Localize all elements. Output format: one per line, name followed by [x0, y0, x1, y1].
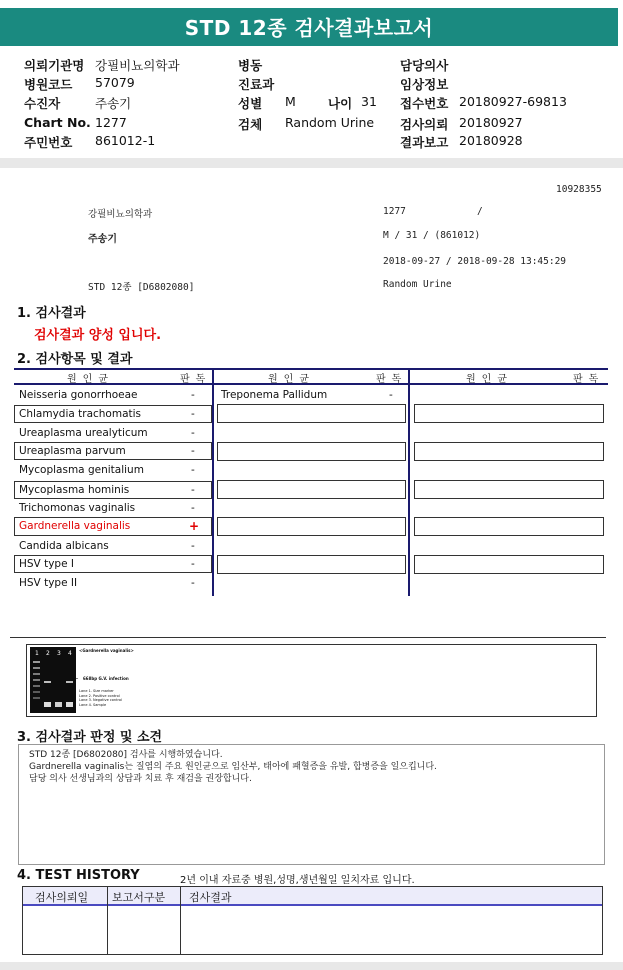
request-label: 검사의뢰	[400, 117, 449, 132]
gel-lane-label: 1	[35, 650, 39, 657]
pathogen-name: Trichomonas vaginalis	[19, 502, 136, 514]
code-label: 병원코드	[24, 77, 73, 92]
history-header-request-date: 검사의뢰일	[35, 891, 89, 904]
info-test: STD 12종 [D6802080]	[88, 282, 195, 293]
gel-panel	[26, 644, 597, 717]
pathogen-name: Ureaplasma urealyticum	[19, 427, 148, 439]
history-col-divider	[107, 887, 108, 954]
opinion-line: STD 12종 [D6802080] 검사를 시행하였습니다.	[29, 750, 223, 760]
doc-number: 10928355	[556, 184, 602, 195]
pathogen-result: -	[191, 540, 195, 552]
pathogen-result: -	[191, 558, 195, 570]
section2-title: 2. 검사항목 및 결과	[17, 352, 133, 367]
col3-pathogen-header: 원인균	[466, 374, 513, 385]
header-separator	[0, 158, 623, 168]
info-specimen: Random Urine	[383, 279, 452, 290]
info-hospital: 강필비뇨의학과	[88, 209, 153, 220]
pathogen-result: -	[191, 464, 195, 476]
pathogen-name: Treponema Pallidum	[221, 389, 328, 401]
gel-band-arrow: ←	[75, 676, 79, 681]
gel-band-label: 668bp G.V. infection	[83, 676, 129, 681]
empty-result-box	[217, 517, 406, 536]
pathogen-result: -	[389, 389, 393, 401]
idno-value: 861012-1	[95, 133, 156, 148]
opinion-line: Gardnerella vaginalis는 질염의 주요 원인균으로 임산부, 태아에 패혈증을 유발, 합병증을 일으킵니다.	[29, 762, 437, 772]
pathogen-name: Candida albicans	[19, 540, 109, 552]
pathogen-result: -	[191, 408, 195, 420]
patient-label: 수진자	[24, 96, 61, 111]
pathogen-name-positive: Gardnerella vaginalis	[19, 520, 131, 532]
chart-label: Chart No.	[24, 115, 91, 130]
dept-label: 진료과	[238, 77, 275, 92]
empty-result-box	[217, 442, 406, 461]
hospital-label: 의뢰기관명	[24, 58, 85, 73]
gel-lane-label: 2	[46, 650, 50, 657]
footer-band	[0, 962, 623, 970]
report-title: STD 12종 검사결과보고서	[0, 8, 618, 46]
pathogen-name: Chlamydia trachomatis	[19, 408, 142, 420]
empty-result-box	[414, 404, 604, 423]
gel-legend-item: Lane 4. Sample	[79, 702, 107, 707]
specimen-value: Random Urine	[285, 115, 375, 130]
empty-result-box	[414, 555, 604, 574]
section3-title: 3. 검사결과 판정 및 소견	[17, 730, 163, 745]
patient-value: 주송기	[95, 96, 132, 111]
empty-result-box	[217, 480, 406, 499]
pathogen-name: HSV type II	[19, 577, 78, 589]
col1-judge-header: 판독	[180, 374, 212, 385]
gel-lane-label: 3	[57, 650, 61, 657]
opinion-textarea	[18, 744, 605, 865]
history-header-report-type: 보고서구분	[112, 891, 166, 904]
gel-legend-item: Lane 1. Size marker	[79, 689, 114, 693]
receipt-label: 접수번호	[400, 96, 449, 111]
empty-result-box	[217, 404, 406, 423]
info-dates: 2018-09-27 / 2018-09-28 13:45:29	[383, 256, 567, 267]
sex-value: M	[285, 94, 296, 109]
pathogen-result: -	[191, 502, 195, 514]
gel-electrophoresis-image	[30, 647, 79, 713]
pathogen-name: Mycoplasma hominis	[19, 484, 130, 496]
code-value: 57079	[95, 75, 135, 90]
history-header-result: 검사결과	[189, 891, 232, 904]
empty-result-box	[217, 555, 406, 574]
column-divider-2	[408, 368, 410, 596]
clinical-label: 임상정보	[400, 77, 449, 92]
hospital-value: 강필비뇨의학과	[95, 58, 180, 73]
history-table	[22, 886, 603, 955]
gel-legend-item: Lane 2. Positive control	[79, 693, 120, 698]
gel-lane-label: 4	[68, 650, 72, 657]
col2-pathogen-header: 원인균	[268, 374, 315, 385]
report-value: 20180928	[459, 133, 523, 148]
col2-judge-header: 판독	[376, 374, 408, 385]
divider-line	[10, 637, 606, 638]
history-table-header	[23, 887, 602, 906]
col3-judge-header: 판독	[573, 374, 605, 385]
gel-legend	[79, 689, 122, 707]
info-slash: /	[477, 206, 483, 217]
doctor-label: 담당의사	[400, 58, 449, 73]
pathogen-result: -	[191, 389, 195, 401]
report-label: 결과보고	[400, 135, 449, 150]
column-divider-1	[212, 368, 214, 596]
pathogen-name: Mycoplasma genitalium	[19, 464, 144, 476]
pathogen-name: Neisseria gonorrhoeae	[19, 389, 138, 401]
positive-result: 검사결과 양성 입니다.	[34, 328, 162, 343]
empty-result-box	[414, 480, 604, 499]
gel-legend-item: Lane 3. Negative control	[79, 698, 122, 702]
request-value: 20180927	[459, 115, 523, 130]
chart-value: 1277	[95, 115, 127, 130]
pathogen-result: -	[191, 484, 195, 496]
pathogen-result: -	[191, 577, 195, 589]
info-chart: 1277	[383, 206, 406, 217]
pathogen-name: HSV type I	[19, 558, 74, 570]
gel-title: <Gardnerella vaginalis>	[79, 648, 134, 653]
ward-label: 병동	[238, 58, 263, 73]
empty-result-box	[414, 517, 604, 536]
info-patient: 주송기	[88, 234, 117, 245]
specimen-label: 검체	[238, 117, 263, 132]
age-label: 나이	[328, 96, 353, 111]
history-col-divider	[180, 887, 181, 954]
sex-label: 성별	[238, 96, 263, 111]
receipt-value: 20180927-69813	[459, 94, 567, 109]
pathogen-result-positive: +	[189, 519, 200, 533]
opinion-line: 담당 의사 선생님과의 상담과 치료 후 재검을 권장합니다.	[29, 774, 252, 784]
section4-title: 4. TEST HISTORY	[17, 868, 140, 883]
pathogen-name: Ureaplasma parvum	[19, 445, 126, 457]
col1-pathogen-header: 원인균	[67, 374, 114, 385]
section1-title: 1. 검사결과	[17, 306, 86, 321]
pathogen-result: -	[191, 445, 195, 457]
idno-label: 주민번호	[24, 135, 73, 150]
empty-result-box	[414, 442, 604, 461]
pathogen-result: -	[191, 427, 195, 439]
info-sex-age: M / 31 / (861012)	[383, 230, 481, 241]
age-value: 31	[361, 94, 377, 109]
history-note: 2년 이내 자료중 병원,성명,생년월일 일치자료 입니다.	[180, 875, 415, 886]
